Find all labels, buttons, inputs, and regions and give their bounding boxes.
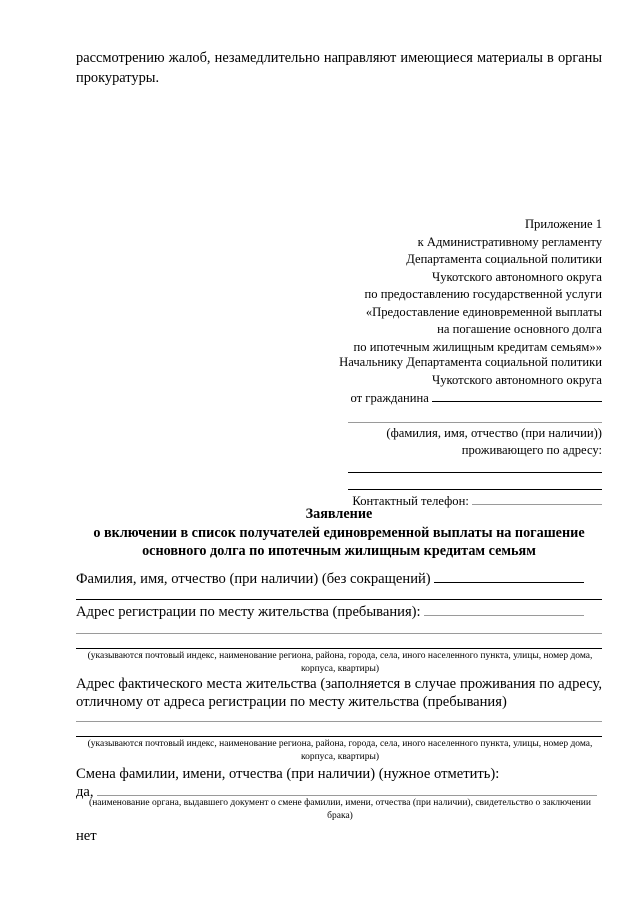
citizen-name-field[interactable] <box>348 422 602 423</box>
from-citizen-field[interactable] <box>432 389 602 402</box>
phone-label: Контактный телефон: <box>352 493 469 508</box>
actual-address-line-2[interactable] <box>76 736 602 737</box>
reg-address-line-3[interactable] <box>76 648 602 649</box>
phone-field[interactable] <box>472 492 602 505</box>
statement-heading: Заявление <box>305 506 373 522</box>
appendix-block <box>272 216 602 356</box>
name-change-label: Смена фамилии, имени, отчества (при наличии) (нужное отметить): <box>76 766 500 782</box>
addressee-block <box>302 354 602 510</box>
reg-address-line-2[interactable] <box>76 633 602 634</box>
actual-address-line-1[interactable] <box>76 721 602 722</box>
reg-address-field[interactable] <box>424 615 584 616</box>
appendix-line: по ипотечным жилищным кредитам семьям»» <box>353 339 602 354</box>
fio-hint: (фамилия, имя, отчество (при наличии)) <box>386 425 602 440</box>
appendix-line: «Предоставление единовременной выплаты <box>365 304 602 319</box>
appendix-line: на погашение основного долга <box>437 322 602 336</box>
actual-address-hint: (указываются почтовый индекс, наименование региона, района, города, села, иного населенного пункта, улицы, номер дома, корпуса, квартиры) <box>87 739 593 762</box>
reg-address-row <box>76 603 602 621</box>
actual-address-label: Адрес фактического места жительства (заполняется в случае проживания по адресу, отличному от адреса регистрации по месту жительства (пребывания) <box>76 676 602 710</box>
yes-details-field[interactable] <box>97 783 597 796</box>
yes-hint: (наименование органа, выдавшего документ о смене фамилии, имени, отчества (при наличии), свидетельство о заключении брака) <box>89 798 591 821</box>
appendix-line: Приложение 1 <box>524 217 602 231</box>
appendix-line: Департамента социальной политики <box>406 252 602 266</box>
appendix-line: по предоставлению государственной услуги <box>364 287 602 301</box>
statement-title <box>76 505 602 561</box>
addressee-line-2: Чукотского автономного округа <box>432 372 602 387</box>
from-citizen-label: от гражданина <box>350 391 429 405</box>
address-field-2[interactable] <box>348 489 602 490</box>
no-option[interactable]: нет <box>76 828 97 844</box>
reg-address-hint: (указываются почтовый индекс, наименование региона, района, города, села, иного населенного пункта, улицы, номер дома, корпуса, квартиры) <box>87 651 593 674</box>
appendix-line: к Административному регламенту <box>417 234 602 249</box>
fio-field-line-2[interactable] <box>76 599 602 600</box>
residing-label: проживающего по адресу: <box>461 443 602 457</box>
yes-option[interactable]: да, <box>76 784 94 800</box>
appendix-line: Чукотского автономного округа <box>432 269 602 284</box>
fio-label: Фамилия, имя, отчество (при наличии) (без сокращений) <box>76 571 431 587</box>
reg-address-label: Адрес регистрации по месту жительства (пребывания): <box>76 604 421 620</box>
from-citizen-row <box>302 389 602 408</box>
statement-subtitle: о включении в список получателей единовременной выплаты на погашение основного долга по ипотечным жилищным кредитам семьям <box>93 524 585 559</box>
fio-field[interactable] <box>434 570 584 583</box>
address-field-1[interactable] <box>348 472 602 473</box>
intro-paragraph: рассмотрению жалоб, незамедлительно направляют имеющиеся материалы в органы прокуратуры. <box>76 50 602 86</box>
fio-row <box>76 570 602 588</box>
addressee-line-1: Начальнику Департамента социальной политики <box>339 355 602 369</box>
